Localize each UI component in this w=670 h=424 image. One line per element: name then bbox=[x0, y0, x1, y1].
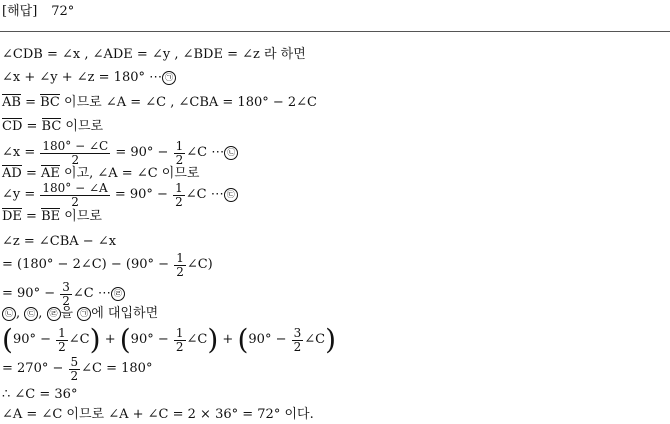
answer-header bbox=[2, 2, 74, 22]
solution-line-15 bbox=[2, 387, 77, 403]
solution-line-8: DE = BE 이므로 bbox=[2, 209, 102, 224]
segment-be: BE bbox=[41, 209, 61, 224]
fraction-half: $\frac{1}{2}$ bbox=[175, 180, 183, 209]
solution-line-1 bbox=[2, 47, 306, 63]
fraction-half: $\frac{1}{2}$ bbox=[175, 325, 184, 354]
solution-line-3: AB = BC 이므로 ∠A = ∠C , ∠CBA = 180° − 2∠C bbox=[2, 95, 318, 110]
line-2-text: ∠x + ∠y + ∠z = 180° ⋯ bbox=[2, 70, 163, 85]
line-1-text: ∠CDB = ∠x , ∠ADE = ∠y , ∠BDE = ∠z 라 하면 bbox=[2, 47, 306, 62]
marker-4-circle: ㉣ bbox=[111, 287, 125, 301]
fraction-x: $\frac{180^\circ - \angle C}{2}$ bbox=[42, 138, 109, 167]
fraction-half: $\frac{1}{2}$ bbox=[176, 250, 184, 279]
line-16-text: ∠A = ∠C 이므로 ∠A + ∠C = 2 × 36° = 72° 이다. bbox=[2, 407, 314, 422]
solution-line-16 bbox=[2, 407, 314, 423]
segment-ab: AB bbox=[2, 95, 21, 110]
marker-2-circle: ㉡ bbox=[2, 307, 16, 321]
marker-1-circle: ㉠ bbox=[162, 71, 176, 85]
divider bbox=[0, 31, 670, 32]
line-4-text: 이므로 bbox=[61, 119, 104, 134]
marker-1-circle: ㉠ bbox=[77, 307, 91, 321]
line-9-text: ∠z = ∠CBA − ∠x bbox=[2, 234, 117, 249]
line-3-text: 이므로 ∠A = ∠C , ∠CBA = 180° − 2∠C bbox=[59, 95, 318, 110]
fraction-half: $\frac{1}{2}$ bbox=[175, 138, 184, 167]
line-6-text: 이고, ∠A = ∠C 이므로 bbox=[59, 166, 200, 181]
fraction-y: $\frac{180^\circ - \angle A}{2}$ bbox=[42, 180, 108, 209]
solution-line-4: CD = BC 이므로 bbox=[2, 119, 104, 134]
line-12-text: 에 대입하면 bbox=[91, 306, 159, 321]
solution-line-10: = (180° − 2∠C) − (90° − $\frac{1}{2}$ ∠C) bbox=[2, 250, 213, 279]
marker-3-circle: ㉢ bbox=[224, 188, 238, 202]
marker-3-circle: ㉢ bbox=[24, 307, 38, 321]
fraction-five-halves: $\frac{5}{2}$ bbox=[70, 354, 79, 383]
segment-ae: AE bbox=[40, 166, 60, 181]
fraction-half: $\frac{1}{2}$ bbox=[58, 325, 66, 354]
solution-line-7: ∠y = $\frac{180^\circ - \angle A}{2}$ = 90° − $\frac{1}{2}$ ∠C ⋯ ㉢ bbox=[2, 181, 238, 209]
fraction-three-halves: $\frac{3}{2}$ bbox=[293, 325, 302, 354]
solution-line-14: = 270° − $\frac{5}{2}$ ∠C = 180° bbox=[2, 354, 153, 383]
answer-label: [해답] bbox=[2, 4, 38, 19]
fraction-three-halves: $\frac{3}{2}$ bbox=[62, 279, 70, 308]
solution-line-9 bbox=[2, 234, 116, 250]
line-15-text: ∴ ∠C = 36° bbox=[2, 387, 78, 402]
segment-cd: CD bbox=[2, 119, 23, 134]
solution-line-2 bbox=[2, 70, 176, 86]
segment-ad: AD bbox=[2, 166, 22, 181]
answer-value: 72° bbox=[51, 4, 75, 19]
solution-line-13: (90° − $\frac{1}{2}$ ∠C) + (90° − $\frac{1}{2}$ ∠C) + (90° − $\frac{3}{2}$ ∠C) bbox=[2, 323, 337, 356]
segment-bc: BC bbox=[41, 119, 62, 134]
segment-bc: BC bbox=[40, 95, 60, 110]
solution-line-5: ∠x = $\frac{180^\circ - \angle C}{2}$ = 90° − $\frac{1}{2}$ ∠C ⋯ ㉡ bbox=[2, 139, 238, 167]
line-8-text: 이므로 bbox=[60, 209, 102, 224]
solution-line-12: ㉡ , ㉢ , ㉣ 을 ㉠ 에 대입하면 bbox=[2, 306, 158, 322]
marker-2-circle: ㉡ bbox=[224, 146, 238, 160]
segment-de: DE bbox=[2, 209, 22, 224]
solution-line-6: AD = AE 이고, ∠A = ∠C 이므로 bbox=[2, 166, 200, 181]
solution-line-11: = 90° − $\frac{3}{2}$ ∠C ⋯ ㉣ bbox=[2, 280, 125, 308]
marker-4-circle: ㉣ bbox=[47, 307, 61, 321]
